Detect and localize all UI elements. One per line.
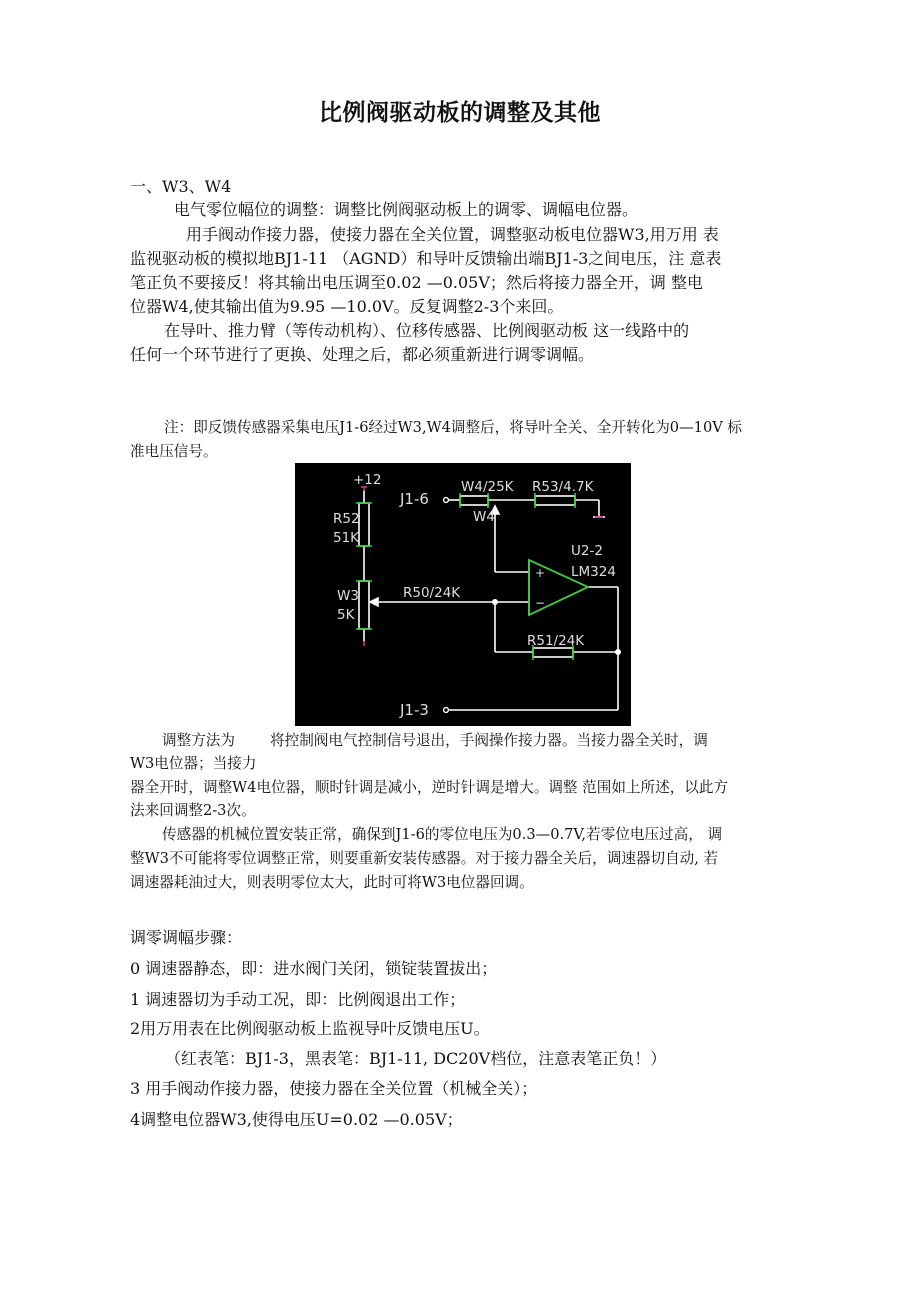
paragraph-line: 用手阀动作接力器，使接力器在全关位置，调整驱动板电位器W3,用万用 表 <box>186 225 719 244</box>
w4-wiper-label: W4 <box>473 509 495 525</box>
r53-label: R53/4.7K <box>532 479 594 495</box>
r52-name: R52 <box>333 511 360 527</box>
sensor-line: 调速器耗油过大，则表明零位太大，此时可将W3电位器回调。 <box>130 874 534 891</box>
method-line: W3电位器；当接力 <box>130 755 257 772</box>
w4-label: W4/25K <box>461 479 514 495</box>
sensor-line: 整W3不可能将零位调整正常，则要重新安装传感器。对于接力器全关后，调速器切自动, 若 <box>130 850 719 867</box>
paragraph-line: 位器W4,使其输出值为9.95 —10.0V。反复调整2-3个来回。 <box>130 297 564 316</box>
opamp-minus: − <box>535 596 546 610</box>
w3-name: W3 <box>337 588 359 604</box>
opamp-plus: + <box>535 566 546 580</box>
r50-label: R50/24K <box>403 585 461 601</box>
method-line: 将控制阀电气控制信号退出，手阀操作接力器。当接力器全关时，调 <box>270 732 708 749</box>
step-item: （红表笔：BJ1-3，黑表笔：BJ1-11, DC20V档位，注意表笔正负！） <box>165 1049 667 1068</box>
paragraph-line: 任何一个环节进行了更换、处理之后，都必须重新进行调零调幅。 <box>130 345 595 364</box>
paragraph-intro: 电气零位幅位的调整：调整比例阀驱动板上的调零、调幅电位器。 <box>174 200 639 219</box>
opamp-part: LM324 <box>571 564 616 580</box>
method-label: 调整方法为 <box>162 732 235 749</box>
j16-label: J1-6 <box>400 490 429 508</box>
r51-label: R51/24K <box>527 633 585 649</box>
section-heading: 一、W3、W4 <box>130 177 232 196</box>
page-title: 比例阀驱动板的调整及其他 <box>319 100 601 126</box>
steps-heading: 调零调幅步骤： <box>130 928 243 947</box>
note-line: 注：即反馈传感器采集电压J1-6经过W3,W4调整后，将导叶全关、全开转化为0—10V 标 <box>164 419 743 436</box>
j13-label: J1-3 <box>400 701 429 719</box>
sensor-line: 传感器的机械位置安装正常，确保到J1-6的零位电压为0.3—0.7V,若零位电压过高， 调 <box>162 826 723 843</box>
supply-label: +12 <box>353 472 382 488</box>
step-item: 3 用手阀动作接力器，使接力器在全关位置（机械全关）； <box>130 1079 538 1098</box>
note-line: 准电压信号。 <box>130 443 218 460</box>
paragraph-line: 监视驱动板的模拟地BJ1-11 （AGND）和导叶反馈输出端BJ1-3之间电压，注 意表 <box>130 249 722 268</box>
opamp-name: U2-2 <box>571 543 603 559</box>
step-item: 4调整电位器W3,使得电压U=0.02 —0.05V； <box>130 1110 463 1129</box>
method-line: 器全开时，调整W4电位器，顺时针调是减小，逆时针调是增大。调整 范围如上所述，以此方 <box>130 779 729 796</box>
paragraph-line: 在导叶、推力臂（等传动机构）、位移传感器、比例阀驱动板 这一线路中的 <box>164 321 690 340</box>
step-item: 1 调速器切为手动工况，即：比例阀退出工作； <box>130 990 466 1009</box>
circuit-diagram <box>295 463 631 726</box>
paragraph-line: 笔正负不要接反！将其输出电压调至0.02 —0.05V；然后将接力器全开，调 整电 <box>130 273 703 292</box>
step-item: 0 调速器静态，即：进水阀门关闭，锁锭装置拔出； <box>130 959 498 978</box>
step-item: 2用万用表在比例阀驱动板上监视导叶反馈电压U。 <box>130 1019 490 1038</box>
w3-value: 5K <box>337 607 355 623</box>
method-line: 法来回调整2-3次。 <box>130 802 256 819</box>
r52-value: 51K <box>333 530 360 546</box>
